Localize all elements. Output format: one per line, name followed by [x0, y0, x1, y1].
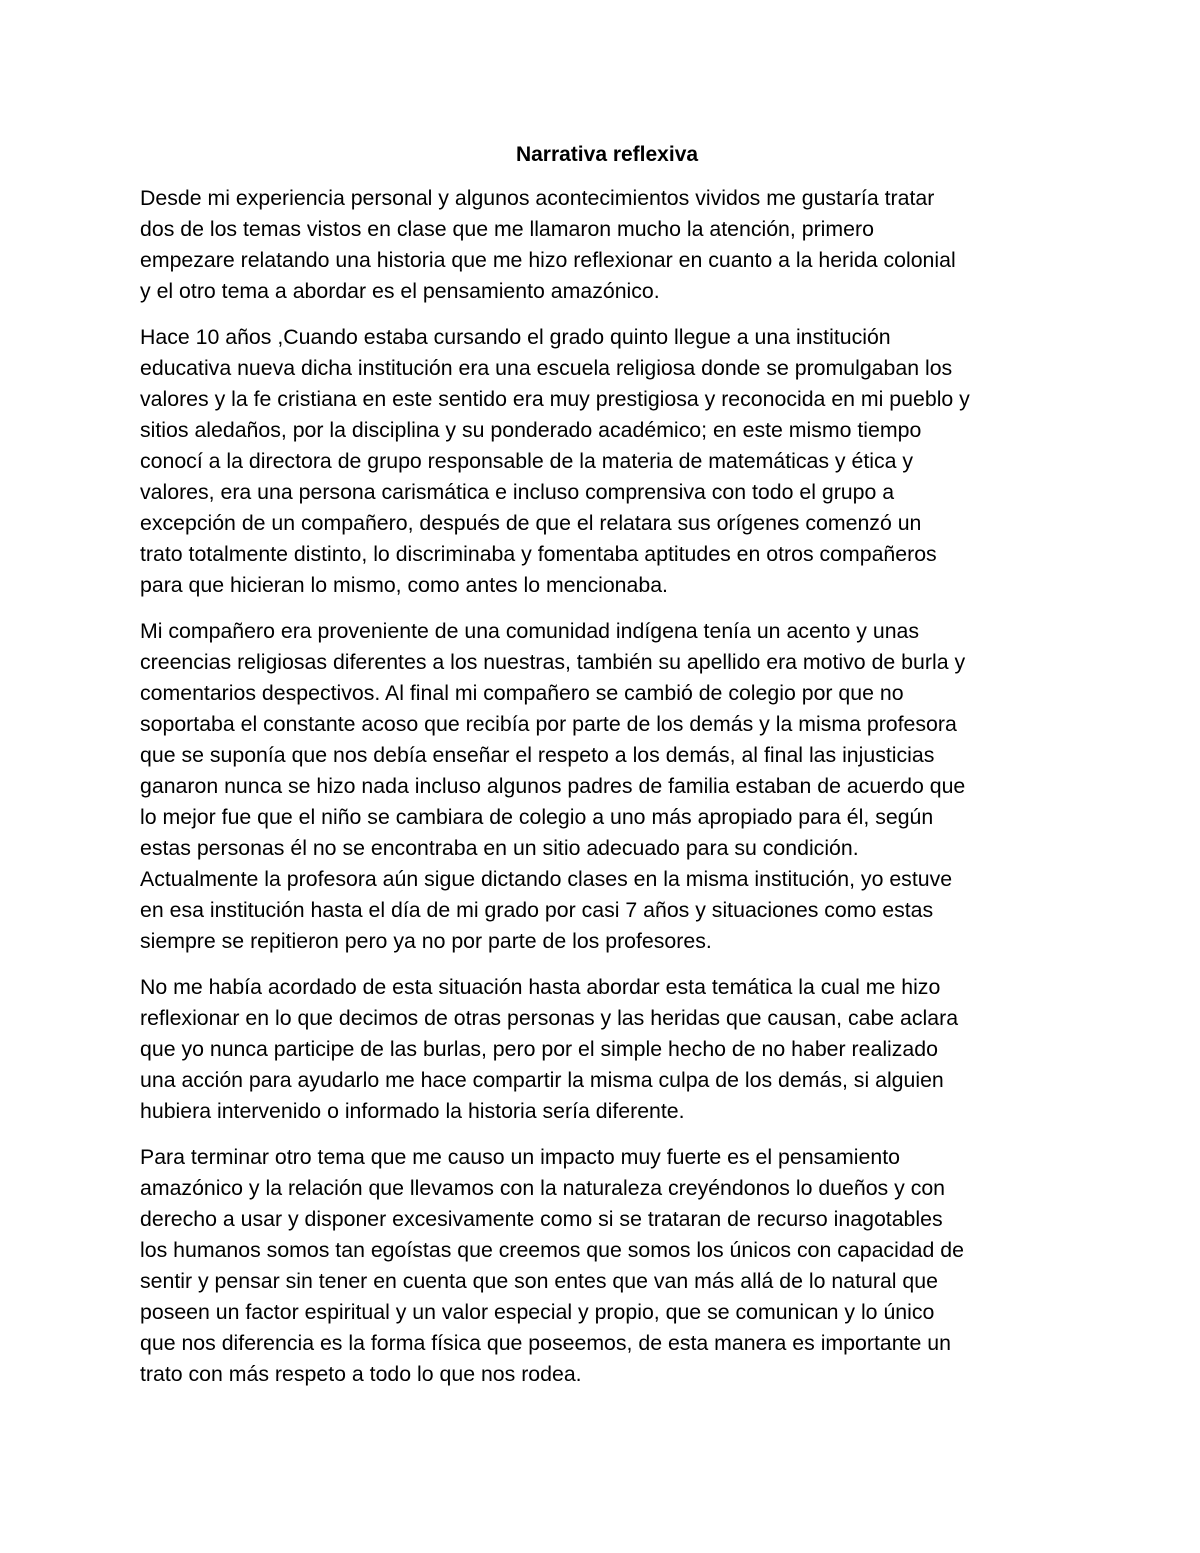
- text-line: valores, era una persona carismática e incluso comprensiva con todo el grupo a: [140, 480, 895, 504]
- text-line: creencias religiosas diferentes a los nuestras, también su apellido era motivo de burla y: [140, 650, 966, 674]
- paragraph: [140, 322, 1080, 601]
- text-line: Mi compañero era proveniente de una comunidad indígena tenía un acento y unas: [140, 619, 920, 643]
- text-line: estas personas él no se encontraba en un sitio adecuado para su condición.: [140, 836, 859, 860]
- text-line: siempre se repitieron pero ya no por parte de los profesores.: [140, 929, 712, 953]
- document-title: Narrativa reflexiva: [515, 143, 699, 166]
- text-line: poseen un factor espiritual y un valor especial y propio, que se comunican y lo único: [140, 1300, 935, 1324]
- text-line: en esa institución hasta el día de mi grado por casi 7 años y situaciones como estas: [140, 898, 934, 922]
- text-line: Hace 10 años ,Cuando estaba cursando el grado quinto llegue a una institución: [140, 325, 891, 349]
- text-line: conocí a la directora de grupo responsable de la materia de matemáticas y ética y: [140, 449, 914, 473]
- text-line: amazónico y la relación que llevamos con la naturaleza creyéndonos lo dueños y con: [140, 1176, 946, 1200]
- text-line: Desde mi experiencia personal y algunos acontecimientos vividos me gustaría tratar: [140, 186, 935, 210]
- text-line: comentarios despectivos. Al final mi compañero se cambió de colegio por que no: [140, 681, 904, 705]
- text-line: empezare relatando una historia que me hizo reflexionar en cuanto a la herida colonial: [140, 248, 956, 272]
- text-line: una acción para ayudarlo me hace compartir la misma culpa de los demás, si alguien: [140, 1068, 944, 1092]
- text-line: educativa nueva dicha institución era una escuela religiosa donde se promulgaban los: [140, 356, 953, 380]
- text-line: que se suponía que nos debía enseñar el respeto a los demás, al final las injusticias: [140, 743, 935, 767]
- text-line: trato totalmente distinto, lo discriminaba y fomentaba aptitudes en otros compañeros: [140, 542, 937, 566]
- paragraph: [140, 972, 1080, 1127]
- text-line: No me había acordado de esta situación hasta abordar esta temática la cual me hizo: [140, 975, 941, 999]
- paragraph: [140, 616, 1080, 957]
- text-line: lo mejor fue que el niño se cambiara de colegio a uno más apropiado para él, según: [140, 805, 934, 829]
- document-body: [140, 183, 1080, 1405]
- text-line: ganaron nunca se hizo nada incluso algunos padres de familia estaban de acuerdo que: [140, 774, 966, 798]
- text-line: y el otro tema a abordar es el pensamiento amazónico.: [140, 279, 660, 303]
- text-line: dos de los temas vistos en clase que me llamaron mucho la atención, primero: [140, 217, 874, 241]
- text-line: soportaba el constante acoso que recibía por parte de los demás y la misma profesora: [140, 712, 957, 736]
- text-line: derecho a usar y disponer excesivamente como si se trataran de recurso inagotables: [140, 1207, 943, 1231]
- text-line: valores y la fe cristiana en este sentido era muy prestigiosa y reconocida en mi pueblo y: [140, 387, 970, 411]
- text-line: Actualmente la profesora aún sigue dictando clases en la misma institución, yo estuve: [140, 867, 953, 891]
- text-line: que yo nunca participe de las burlas, pero por el simple hecho de no haber realizado: [140, 1037, 938, 1061]
- text-line: sitios aledaños, por la disciplina y su ponderado académico; en este mismo tiempo: [140, 418, 922, 442]
- text-line: hubiera intervenido o informado la historia sería diferente.: [140, 1099, 685, 1123]
- text-line: trato con más respeto a todo lo que nos rodea.: [140, 1362, 582, 1386]
- text-line: sentir y pensar sin tener en cuenta que son entes que van más allá de lo natural que: [140, 1269, 938, 1293]
- text-line: reflexionar en lo que decimos de otras personas y las heridas que causan, cabe aclara: [140, 1006, 959, 1030]
- text-line: excepción de un compañero, después de que el relatara sus orígenes comenzó un: [140, 511, 922, 535]
- paragraph: [140, 183, 1080, 307]
- text-line: los humanos somos tan egoístas que creemos que somos los únicos con capacidad de: [140, 1238, 964, 1262]
- text-line: Para terminar otro tema que me causo un impacto muy fuerte es el pensamiento: [140, 1145, 900, 1169]
- text-line: que nos diferencia es la forma física que poseemos, de esta manera es importante un: [140, 1331, 951, 1355]
- text-line: para que hicieran lo mismo, como antes lo mencionaba.: [140, 573, 668, 597]
- paragraph: [140, 1142, 1080, 1390]
